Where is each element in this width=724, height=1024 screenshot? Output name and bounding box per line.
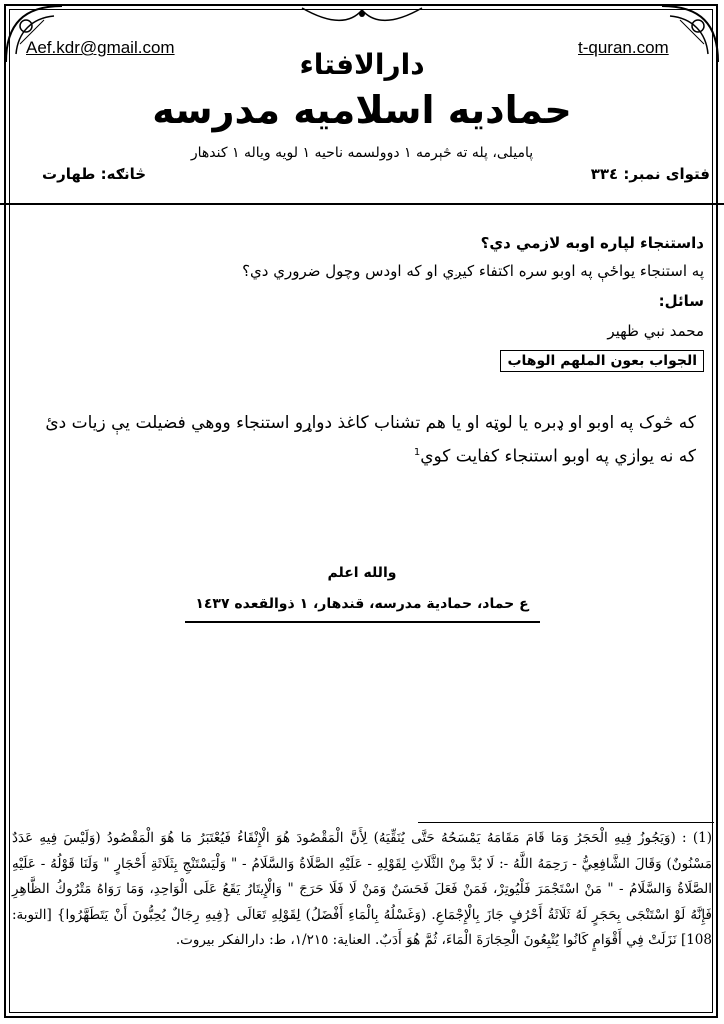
question-text: په استنجاء یواځې په اوبو سره اکتفاء کیږي او که اودس وچول ضروري دي؟: [242, 262, 704, 280]
website-address[interactable]: t-quran.com: [578, 38, 669, 57]
madrasa-address: پامیلی، پله ته څېرمه ١ دوولسمه ناحیه ١ لویه ویاله ١ کندهار: [190, 145, 534, 161]
fatwa-section: څانګه: طهارت: [42, 165, 147, 183]
question-title: داستنجاء لپاره اوبه لازمي دي؟: [480, 234, 704, 252]
answer-line-2: [26, 438, 696, 472]
footnote-separator: [418, 822, 714, 823]
signature-underline: [185, 621, 540, 623]
signature-line: ع حماد، حمادية مدرسه، قندهار، ١ ذوالقعده ١٤٣٧: [195, 596, 529, 612]
answer-line-2-text: که نه یوازي په اوبو استنجاء کفایت کوي: [420, 446, 696, 467]
footnote-reference[interactable]: 1: [413, 447, 421, 458]
institution-title: دارالافتاء: [299, 48, 425, 81]
footnote-text: (1) : (وَيَجُوزُ فِيهِ الْحَجَرُ وَمَا قَامَ مَقَامَهُ يَمْسَحُهُ حَتَّى يُنَقِّيَهُ) لِأَنَّ الْمَقْصُودَ هُوَ الْإِنْقَاءُ فَيُعْتَبَرُ مَا هُوَ الْمَقْصُودُ (وَلَيْسَ فِيهِ عَدَدٌ مَسْنُونٌ) وَقَالَ الشَّافِعِيُّ - رَحِمَهُ اللَّهُ -: لَا بُدَّ مِنْ الثَّلَاثِ لِقَوْلِهِ - عَلَيْهِ الصَّلَاةُ وَالسَّلَامُ - " وَلْيَسْتَنْجِ بِثَلَاثَةِ أَحْجَارٍ " وَلَنَا قَوْلُهُ - عَلَيْهِ الصَّلَاةُ وَالسَّلَامُ - " مَنْ اسْتَجْمَرَ فَلْيُوتِرْ، فَمَنْ فَعَلَ فَحَسَنٌ وَمَنْ لَا فَلَا حَرَجَ " وَالْإِيتَارُ يَقَعُ عَلَى الْوَاحِدِ، وَمَا رَوَاهُ مَتْرُوكُ الظَّاهِرِ فَإِنَّهُ لَوْ اسْتَنْجَى بِحَجَرٍ لَهُ ثَلَاثَةُ أَحْرُفٍ جَازَ بِالْإِجْمَاعِ. (وَغَسْلُهُ بِالْمَاءِ أَفْضَلُ) لِقَوْلِهِ تَعَالَى {فِيهِ رِجَالٌ يُحِبُّونَ أَنْ يَتَطَهَّرُوا} [التوبة: 108] نَزَلَتْ فِي أَقْوَامٍ كَانُوا يُتْبِعُونَ الْحِجَارَةَ الْمَاءَ، ثُمَّ هُوَ أَدَبٌ. العناية: ١/٢١٥، ط: دارالفكر بيروت.: [12, 830, 712, 948]
header-divider: [0, 203, 724, 205]
answer-text: [26, 408, 696, 472]
fatwa-number: فتوای نمبر: ٣٣٤: [590, 165, 710, 183]
email-address[interactable]: Aef.kdr@gmail.com: [26, 38, 175, 57]
madrasa-name: حمادیه اسلامیه مدرسه: [152, 88, 572, 132]
asker-name: محمد نبي ظهیر: [607, 322, 704, 340]
answer-line-1: که څوک په اوبو او ډبره یا لوټه او یا هم تشناب کاغذ دواړو استنجاء ووهي فضیلت یې زیات دئ: [45, 413, 696, 433]
allah-knows-best: والله اعلم: [327, 565, 397, 581]
asker-label: سائل:: [658, 292, 704, 310]
top-center-ornament: [300, 4, 424, 26]
reply-heading: الجواب بعون الملهم الوهاب: [500, 350, 704, 372]
